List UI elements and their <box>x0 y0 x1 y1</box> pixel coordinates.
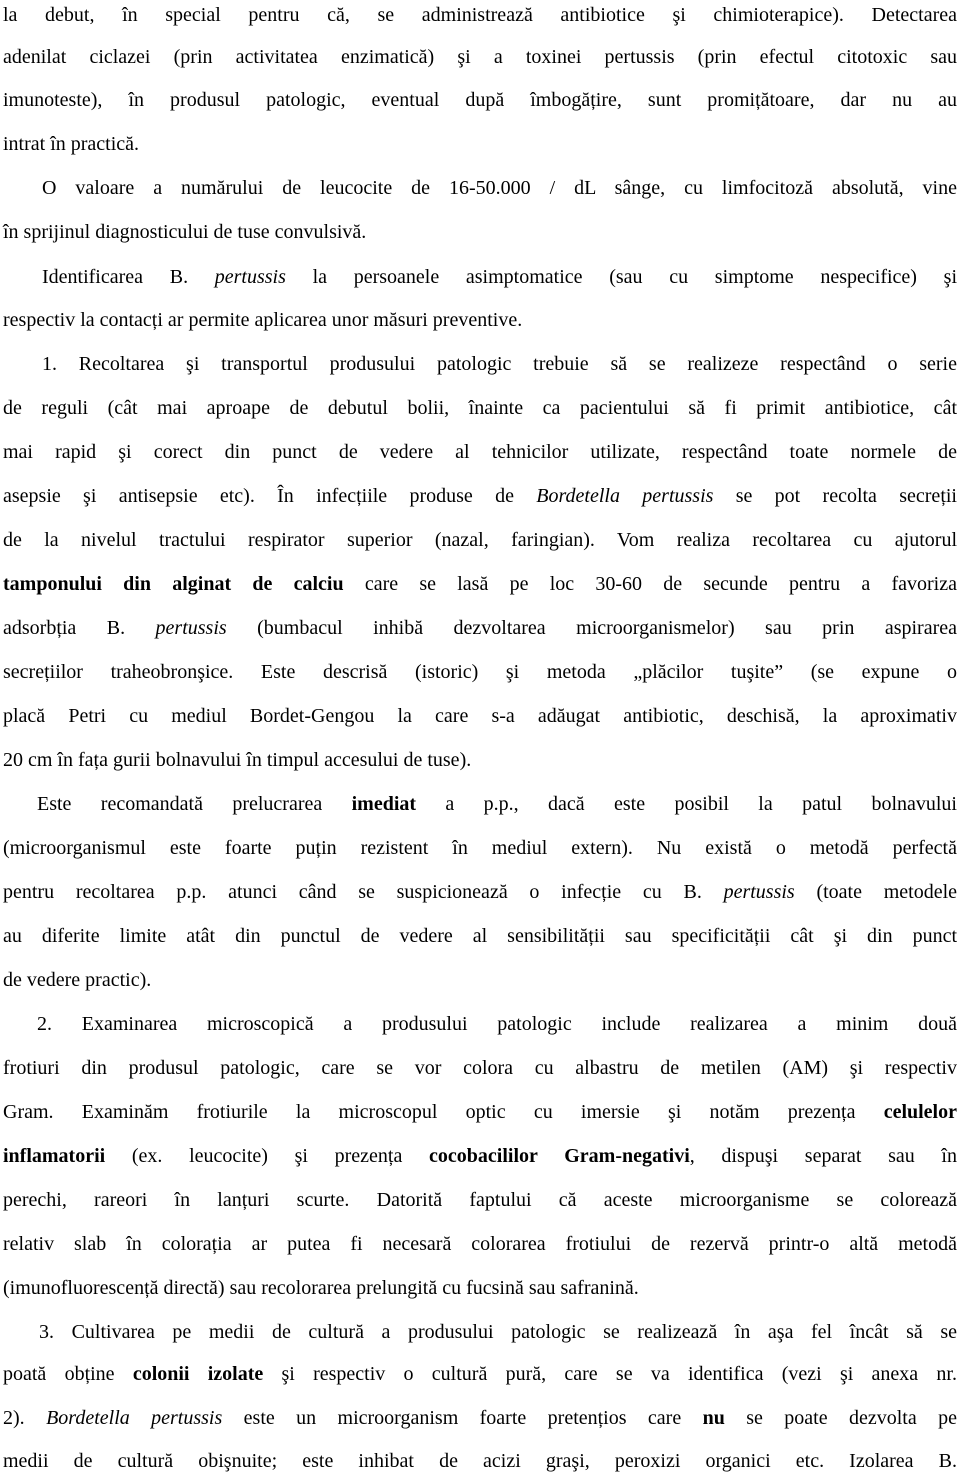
line-text: (microorganismul este foarte puțin rezistent în mediul extern). Nu există o metodă perfectă <box>3 837 957 859</box>
text-line <box>3 965 957 995</box>
text-line <box>3 701 957 731</box>
text-line <box>3 1185 957 1215</box>
line-text: este un microorganism foarte pretențios care <box>222 1407 703 1429</box>
line-text: (imunofluorescență directă) sau recolorarea prelungită cu fucsină sau safranină. <box>3 1277 639 1299</box>
text-line <box>3 833 957 863</box>
line-text: se poate dezvolta pe <box>724 1407 958 1429</box>
text-line <box>3 1229 957 1259</box>
line-text: imunoteste), în produsul patologic, eventual după îmbogățire, sunt promițătoare, dar nu au <box>3 89 957 111</box>
bold-term: nu <box>702 1407 725 1429</box>
text-line <box>3 745 957 775</box>
line-text: medii de cultură obişnuite; este inhibat de acizi graşi, peroxizi organici etc. Izolarea B. <box>3 1450 957 1472</box>
text-line <box>3 1097 957 1127</box>
text-line <box>3 1359 957 1389</box>
line-text: de vedere practic). <box>3 969 152 991</box>
line-text: de reguli (cât mai aproape de debutul bolii, înainte ca pacientului să fi primit antibiotice, cât <box>3 397 957 419</box>
bold-term: celulelor <box>883 1101 957 1123</box>
text-line <box>3 525 957 555</box>
text-line <box>42 349 957 379</box>
species-name: pertussis <box>155 617 227 639</box>
text-line <box>42 173 957 203</box>
text-line <box>37 789 957 819</box>
text-line <box>3 657 957 687</box>
line-text: (ex. leucocite) şi prezența <box>105 1145 430 1167</box>
text-line <box>3 569 957 599</box>
line-text: Gram. Examinăm frotiurile la microscopul optic cu imersie şi notăm prezența <box>3 1101 884 1123</box>
line-text: la debut, în special pentru că, se administrează antibiotice şi chimioterapice). Detectarea <box>3 4 957 26</box>
line-text: 3. Cultivarea pe medii de cultură a produsului patologic se realizează în aşa fel încât să se <box>39 1321 957 1343</box>
line-text: 20 cm în fața gurii bolnavului în timpul accesului de tuse). <box>3 749 472 771</box>
line-text: (bumbacul inhibă dezvoltarea microorganismelor) sau prin aspirarea <box>226 617 957 639</box>
line-text: şi respectiv o cultură pură, care se va identifica (vezi şi anexa nr. <box>263 1363 957 1385</box>
line-text: poată obține <box>3 1363 133 1385</box>
species-name: Bordetella pertussis <box>536 485 714 507</box>
text-line <box>3 1403 957 1433</box>
text-line <box>3 0 957 30</box>
text-line <box>3 393 957 423</box>
text-line <box>37 1009 957 1039</box>
species-name: Bordetella pertussis <box>46 1407 223 1429</box>
line-text: pentru recoltarea p.p. atunci când se suspicionează o infecție cu B. <box>3 881 724 903</box>
line-text: adsorbția B. <box>3 617 156 639</box>
text-line <box>3 1273 957 1303</box>
line-text: 2). <box>3 1407 47 1429</box>
line-text: secrețiilor traheobronşice. Este descrisă (istoric) şi metoda „plăcilor tuşite” (se expune o <box>3 661 957 683</box>
line-text: Identificarea B. <box>42 266 215 288</box>
bold-term: inflamatorii <box>3 1145 106 1167</box>
text-line <box>3 305 957 335</box>
line-text: mai rapid şi corect din punct de vedere al tehnicilor utilizate, respectând toate normele de <box>3 441 957 463</box>
line-text: , dispuşi separat sau în <box>689 1145 957 1167</box>
bold-term: cocobacililor Gram-negativi <box>429 1145 690 1167</box>
line-text: asepsie şi antisepsie etc). În infecțiile produse de <box>3 485 537 507</box>
text-line <box>3 613 957 643</box>
bold-term: imediat <box>351 793 417 815</box>
bold-term: colonii izolate <box>132 1363 264 1385</box>
text-line <box>3 921 957 951</box>
line-text: la persoanele asimptomatice (sau cu simptome nespecifice) şi <box>285 266 958 288</box>
text-line <box>39 1317 957 1347</box>
line-text: au diferite limite atât din punctul de vedere al sensibilității sau specificității cât şi din punct <box>3 925 957 947</box>
text-line <box>3 42 957 72</box>
line-text: respectiv la contacți ar permite aplicarea unor măsuri preventive. <box>3 309 523 331</box>
line-text: în sprijinul diagnosticului de tuse convulsivă. <box>3 221 367 243</box>
species-name: pertussis <box>214 266 286 288</box>
line-text: (toate metodele <box>794 881 958 903</box>
line-text: intrat în practică. <box>3 133 140 155</box>
line-text: relativ slab în colorația ar putea fi necesară colorarea frotiului de rezervă printr-o altă metodă <box>3 1233 957 1255</box>
bold-term: tamponului din alginat de calciu <box>3 573 344 595</box>
line-text: de la nivelul tractului respirator superior (nazal, faringian). Vom realiza recoltarea cu ajutorul <box>3 529 957 551</box>
line-text: frotiuri din produsul patologic, care se vor colora cu albastru de metilen (AM) şi respectiv <box>3 1057 957 1079</box>
text-line <box>3 85 957 115</box>
line-text: perechi, rareori în lanțuri scurte. Datorită faptului că aceste microorganisme se colorează <box>3 1189 957 1211</box>
line-text: placă Petri cu mediul Bordet-Gengou la care s-a adăugat antibiotic, deschisă, la aproximativ <box>3 705 957 727</box>
species-name: pertussis <box>723 881 795 903</box>
line-text: se pot recolta secreții <box>713 485 957 507</box>
line-text: 1. Recoltarea şi transportul produsului patologic trebuie să se realizeze respectând o serie <box>42 353 957 375</box>
line-text: O valoare a numărului de leucocite de 16-50.000 / dL sânge, cu limfocitoză absolută, vine <box>42 177 957 199</box>
text-line <box>3 217 957 247</box>
line-text: care se lasă pe loc 30-60 de secunde pentru a favoriza <box>343 573 957 595</box>
text-line <box>3 437 957 467</box>
line-text: a p.p., dacă este posibil la patul bolnavului <box>416 793 957 815</box>
line-text: 2. Examinarea microscopică a produsului patologic include realizarea a minim două <box>37 1013 957 1035</box>
text-line <box>3 481 957 511</box>
line-text: Este recomandată prelucrarea <box>37 793 352 815</box>
text-line <box>3 129 957 159</box>
text-line <box>3 1053 957 1083</box>
line-text: adenilat ciclazei (prin activitatea enzimatică) şi a toxinei pertussis (prin efectul citotoxic sau <box>3 46 957 68</box>
text-line <box>3 1446 957 1476</box>
text-line <box>42 262 957 292</box>
text-line <box>3 877 957 907</box>
text-line <box>3 1141 957 1171</box>
